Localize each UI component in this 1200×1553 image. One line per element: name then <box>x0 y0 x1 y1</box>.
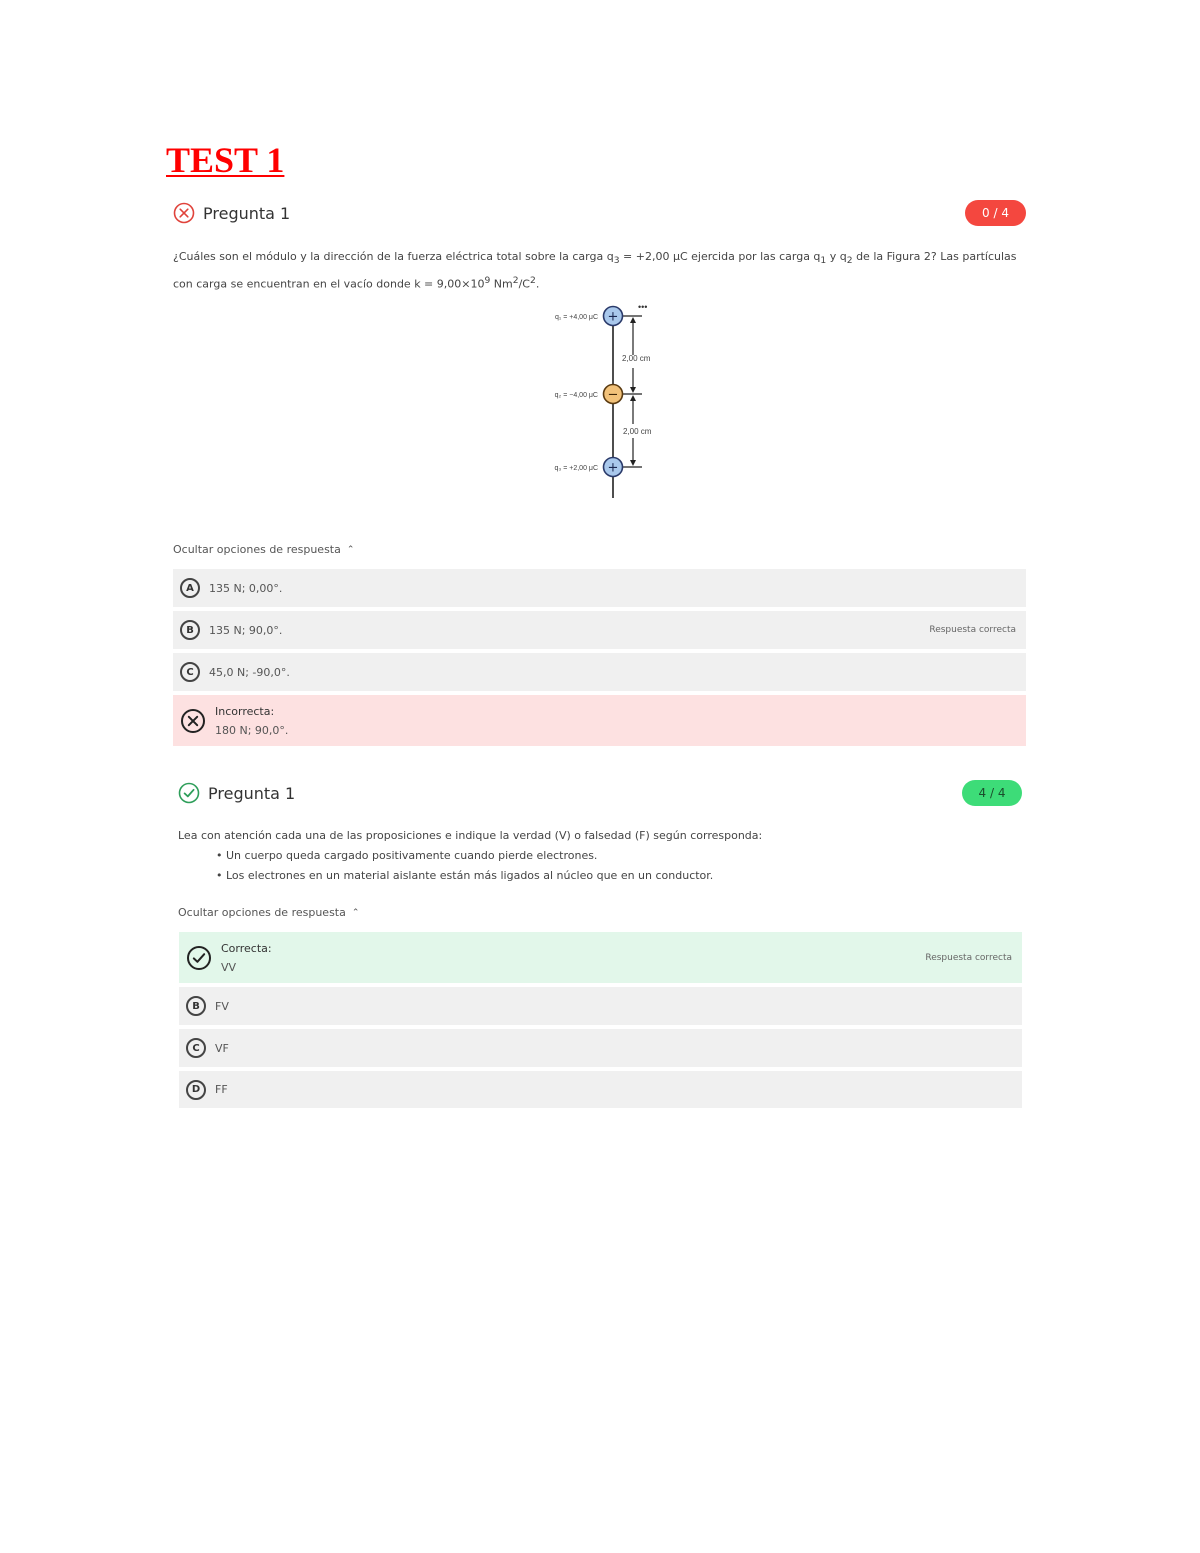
x-circle-icon <box>173 202 195 224</box>
answer-option-c[interactable] <box>179 1029 1022 1067</box>
incorrect-label: Incorrecta: <box>215 704 275 718</box>
question-2-header <box>178 782 295 804</box>
option-content <box>221 939 272 977</box>
option-letter-d: D <box>186 1080 206 1100</box>
option-letter-b: B <box>186 996 206 1016</box>
charge-q1-sign: + <box>607 309 619 325</box>
answer-option-selected-correct[interactable] <box>179 932 1022 983</box>
option-text: 135 N; 0,00°. <box>209 581 283 595</box>
option-text: VF <box>215 1041 229 1055</box>
correct-answer-note: Respuesta correcta <box>925 952 1012 963</box>
option-letter-c: C <box>180 662 200 682</box>
toggle-label[interactable]: Ocultar opciones de respuesta <box>178 906 346 919</box>
charge-q3-sign: + <box>607 460 619 476</box>
question-1-header <box>173 202 290 224</box>
question-1-score-badge: 0 / 4 <box>965 200 1026 226</box>
distance-label-1: 2,00 cm <box>622 354 651 363</box>
proposition-1: • Un cuerpo queda cargado positivamente cuando pierde electrones. <box>216 846 1028 866</box>
x-circle-icon <box>180 708 206 734</box>
option-text: FF <box>215 1083 228 1096</box>
question-1-text: ¿Cuáles son el módulo y la dirección de la fuerza eléctrica total sobre la carga $q_3 = +2,00$ μC ejercida por las carga $q_1$ y $q_2$ de la Figura 2? Las partículas con carga se encuentran en el vacío donde $k = 9,00\times 10^9$ $Nm^2/C^2$. <box>173 250 1017 291</box>
document-title: TEST 1 <box>166 140 285 180</box>
chevron-up-icon[interactable]: ⌃ <box>346 544 355 555</box>
option-text: 180 N; 90,0°. <box>215 723 289 737</box>
proposition-2: • Los electrones en un material aislante están más ligados al núcleo que en un conductor. <box>216 866 1028 886</box>
question-2-intro: Lea con atención cada una de las proposiciones e indique la verdad (V) o falsedad (F) según corresponda: <box>178 829 763 842</box>
answer-option-d[interactable] <box>179 1071 1022 1108</box>
check-circle-icon <box>186 945 212 971</box>
question-2-propositions <box>178 846 1028 886</box>
correct-label: Correcta: <box>221 941 272 955</box>
option-text: VV <box>221 960 237 974</box>
option-text: FV <box>215 999 229 1013</box>
option-letter-b: B <box>180 620 200 640</box>
charge-q2-label: q₂ = −4,00 μC <box>554 392 598 399</box>
charge-q3-label: q₃ = +2,00 μC <box>554 465 598 472</box>
distance-label-2: 2,00 cm <box>623 427 652 436</box>
question-2-title: Pregunta 1 <box>208 783 296 803</box>
option-letter-a: A <box>180 578 200 598</box>
answer-option-c[interactable] <box>173 653 1026 691</box>
correct-answer-note: Respuesta correcta <box>929 625 1016 635</box>
option-text: 135 N; 90,0°. <box>209 623 283 637</box>
charges-figure <box>530 298 670 504</box>
question-2-score-badge: 4 / 4 <box>962 780 1022 806</box>
answer-option-b[interactable] <box>179 987 1022 1025</box>
question-2-text <box>178 826 1028 886</box>
option-content <box>215 702 288 740</box>
option-letter-c: C <box>186 1038 206 1058</box>
hide-options-toggle-1[interactable] <box>173 543 354 556</box>
toggle-label[interactable]: Ocultar opciones de respuesta <box>173 543 341 556</box>
option-text: 45,0 N; -90,0°. <box>209 665 290 679</box>
figure-menu-dots: ••• <box>638 302 648 312</box>
chevron-up-icon[interactable]: ⌃ <box>351 907 360 918</box>
answer-option-a[interactable] <box>173 569 1026 607</box>
charge-q2-sign: − <box>607 387 619 403</box>
answer-option-selected-incorrect[interactable] <box>173 695 1026 746</box>
question-1-title: Pregunta 1 <box>203 203 291 223</box>
hide-options-toggle-2[interactable] <box>178 906 359 919</box>
check-circle-icon <box>178 782 200 804</box>
answer-option-b[interactable] <box>173 611 1026 649</box>
charge-q1-label: q₁ = +4,00 μC <box>555 314 598 321</box>
